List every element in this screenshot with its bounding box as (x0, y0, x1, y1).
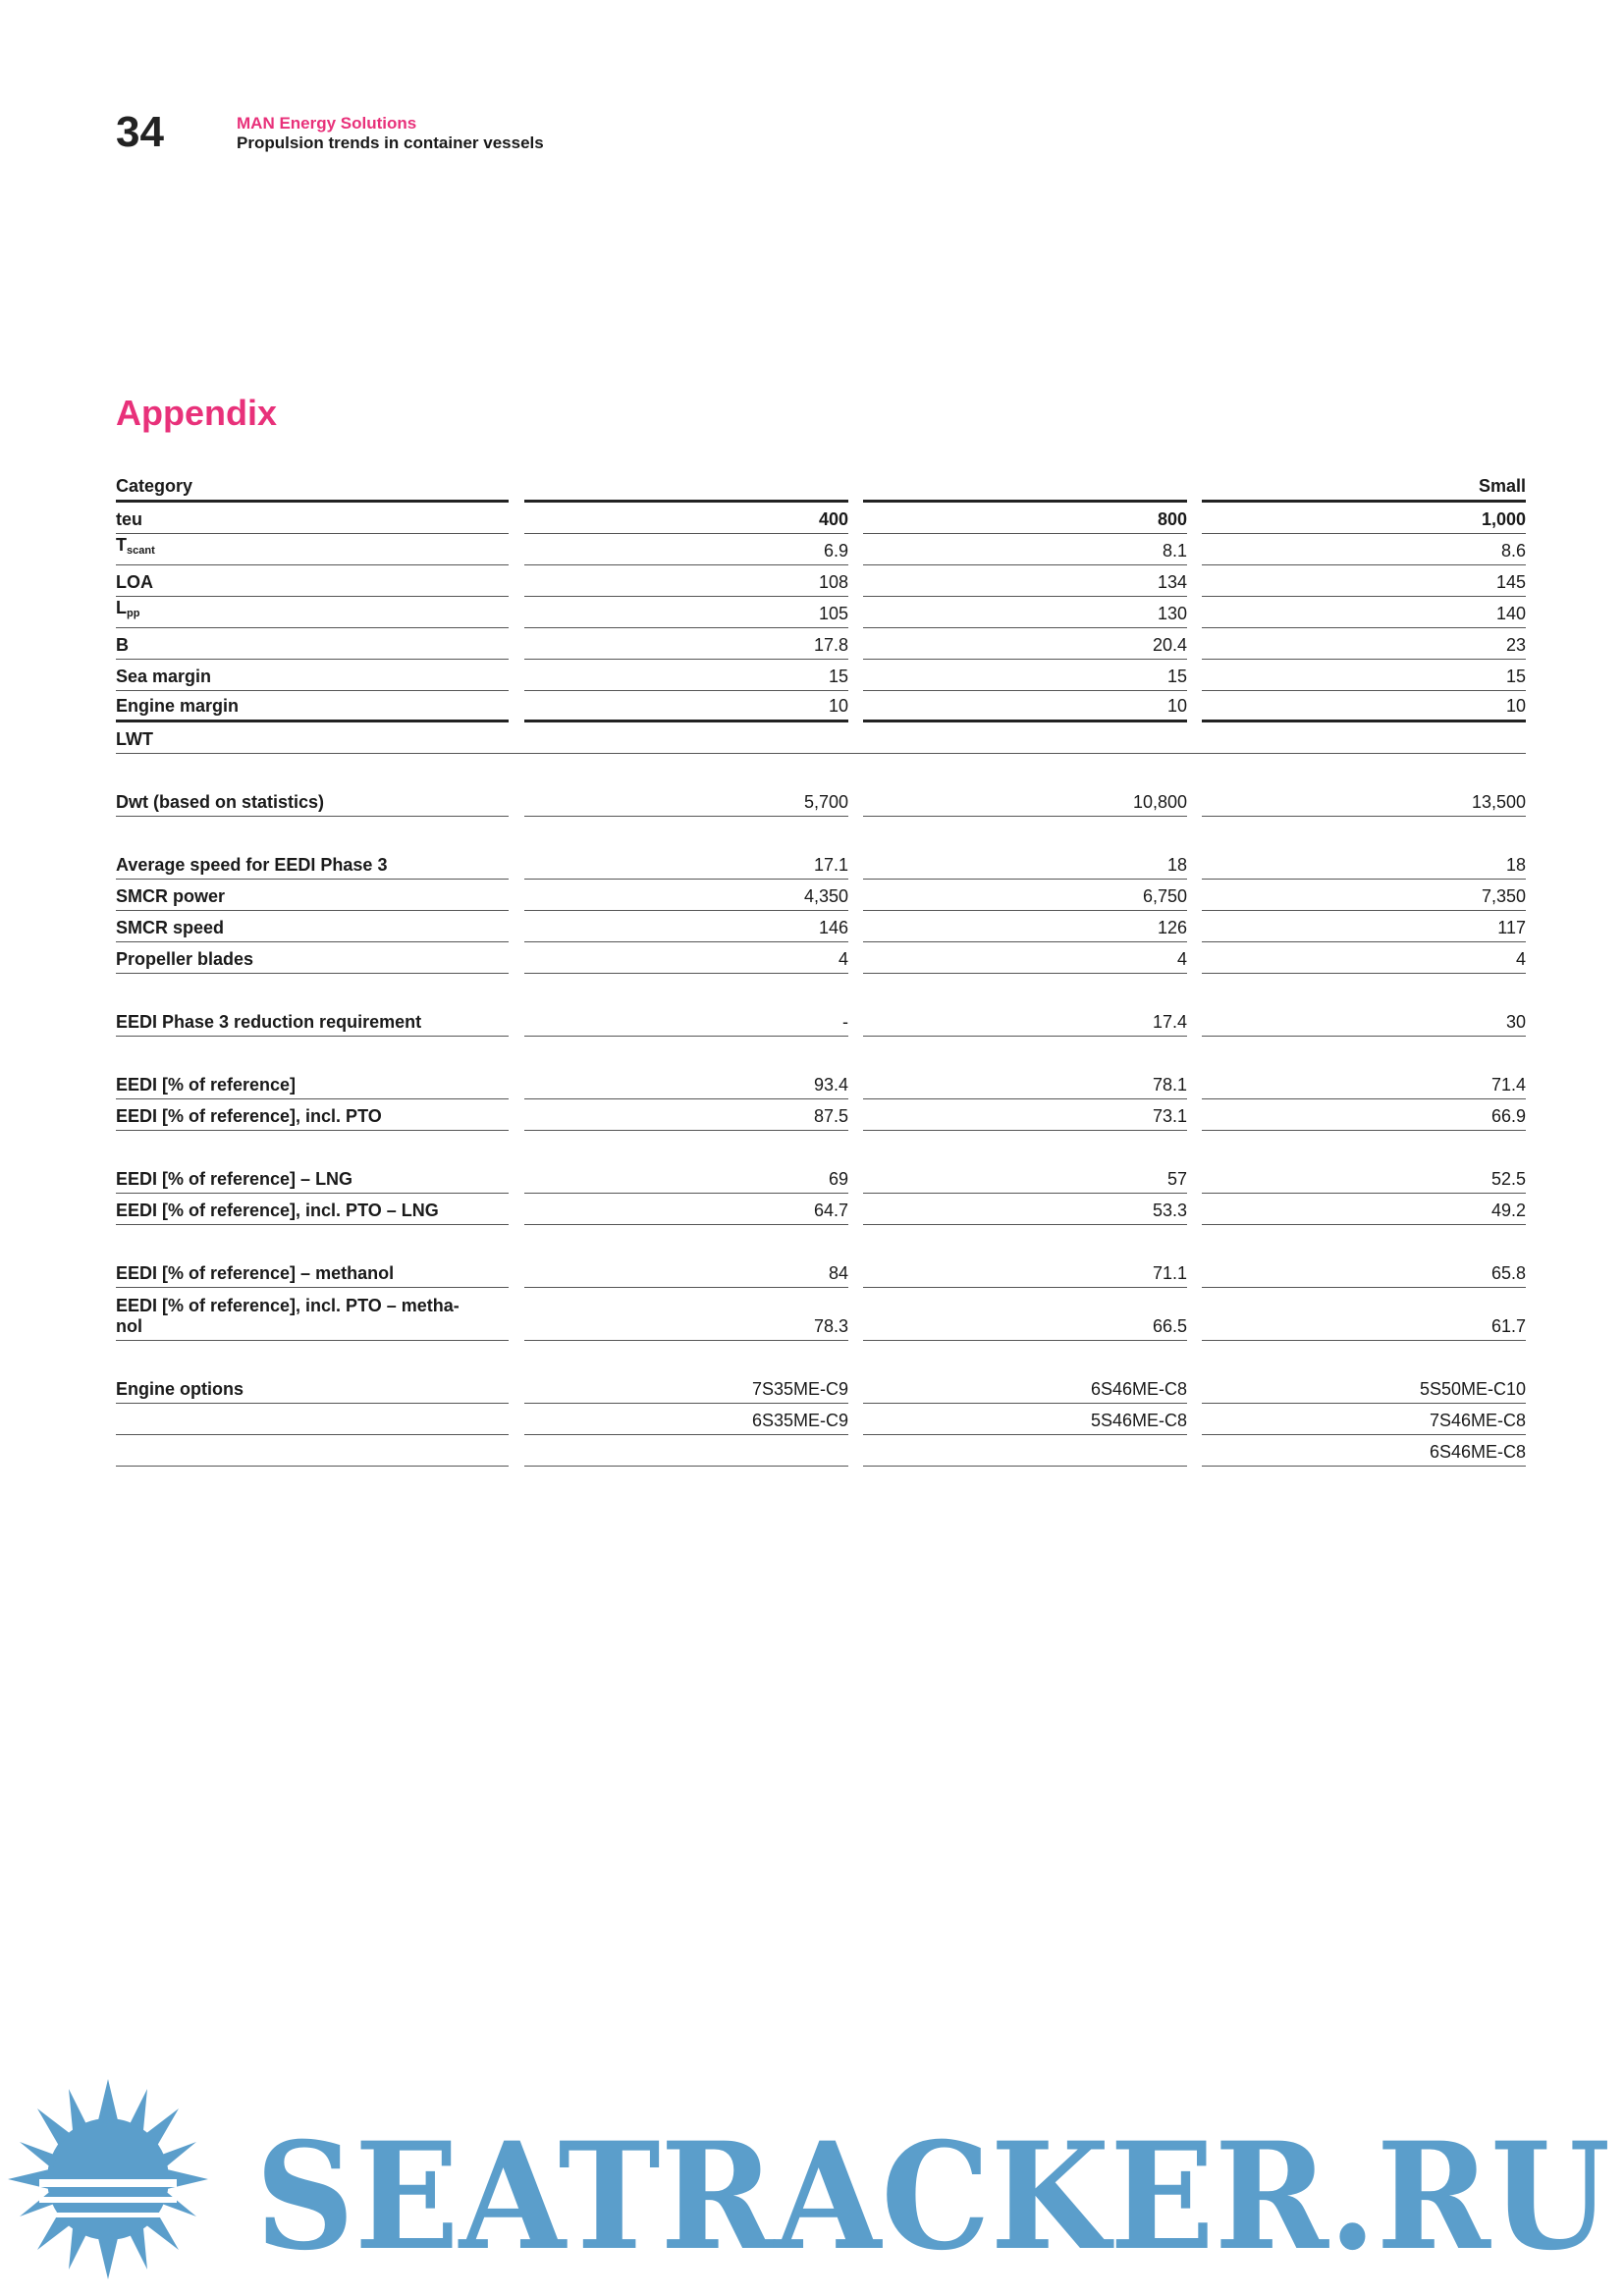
table-cell: 78.3 (524, 1316, 848, 1341)
table-row (116, 1256, 1526, 1288)
row-label (116, 1463, 509, 1467)
table-cell: 108 (524, 572, 848, 597)
table-cell: 49.2 (1202, 1201, 1526, 1225)
table-cell: 10 (524, 696, 848, 722)
table-row (116, 1288, 1526, 1341)
table-cell: 66.5 (863, 1316, 1187, 1341)
table-cell: 87.5 (524, 1106, 848, 1131)
section-title: Appendix (116, 393, 278, 433)
row-label: $L_{pp}$ (116, 598, 509, 628)
running-header (237, 114, 544, 153)
table-row (116, 880, 1526, 911)
table-cell: 30 (1202, 1012, 1526, 1037)
table-cell: 84 (524, 1263, 848, 1288)
table-cell: 8.6 (1202, 541, 1526, 565)
table-row (116, 534, 1526, 565)
spacer (116, 974, 1526, 1005)
table-cell: 10 (1202, 696, 1526, 722)
row-label: $T_{scant}$ (116, 535, 509, 565)
table-cell: 7,350 (1202, 886, 1526, 911)
category-value: Small (1202, 476, 1526, 503)
table-row-category (116, 471, 1526, 503)
table-cell: 17.1 (524, 855, 848, 880)
table-cell: 6S46ME-C8 (863, 1379, 1187, 1404)
table-cell: 4 (1202, 949, 1526, 974)
row-label: SMCR power (116, 886, 509, 911)
table-row (116, 565, 1526, 597)
table-cell: 18 (1202, 855, 1526, 880)
table-cell: 64.7 (524, 1201, 848, 1225)
table-cell (524, 1463, 848, 1467)
table-cell: 7S35ME-C9 (524, 1379, 848, 1404)
table-cell: 6S35ME-C9 (524, 1411, 848, 1435)
table-cell: 140 (1202, 604, 1526, 628)
table-cell: 17.4 (863, 1012, 1187, 1037)
table-row (116, 691, 1526, 722)
table-cell: 400 (524, 509, 848, 534)
table-cell: 71.4 (1202, 1075, 1526, 1099)
row-label: Sea margin (116, 667, 509, 691)
document-subtitle: Propulsion trends in container vessels (237, 133, 544, 152)
row-label: EEDI [% of reference], incl. PTO – LNG (116, 1201, 509, 1225)
row-label: Engine options (116, 1379, 509, 1404)
table-row (116, 1194, 1526, 1225)
table-cell: 5,700 (524, 792, 848, 817)
table-cell: 71.1 (863, 1263, 1187, 1288)
table-row-engine-options (116, 1435, 1526, 1467)
watermark-logo (0, 2061, 1624, 2296)
table-row (116, 1068, 1526, 1099)
table-row (116, 911, 1526, 942)
table-cell: 53.3 (863, 1201, 1187, 1225)
table-cell: 117 (1202, 918, 1526, 942)
table-cell: 93.4 (524, 1075, 848, 1099)
table-cell: 13,500 (1202, 792, 1526, 817)
sun-icon (8, 2079, 208, 2279)
table-row-lwt (116, 722, 1526, 754)
row-label: B (116, 635, 509, 660)
table-cell (863, 1463, 1187, 1467)
row-label: LWT (116, 729, 1526, 754)
table-cell: 4 (863, 949, 1187, 974)
table-cell: 8.1 (863, 541, 1187, 565)
table-cell: 65.8 (1202, 1263, 1526, 1288)
table-row (116, 628, 1526, 660)
table-cell (524, 497, 848, 503)
table-cell: 15 (524, 667, 848, 691)
table-row (116, 597, 1526, 628)
table-cell: 69 (524, 1169, 848, 1194)
table-row (116, 660, 1526, 691)
table-cell: 6S46ME-C8 (1202, 1442, 1526, 1467)
table-row (116, 785, 1526, 817)
row-label: Average speed for EEDI Phase 3 (116, 855, 509, 880)
page-number: 34 (116, 108, 164, 156)
row-label: Engine margin (116, 696, 509, 722)
table-cell: 1,000 (1202, 509, 1526, 534)
table-row (116, 1162, 1526, 1194)
row-label: teu (116, 509, 509, 534)
category-label: Category (116, 476, 509, 503)
table-cell: 4 (524, 949, 848, 974)
table-row-engine-options (116, 1372, 1526, 1404)
table-cell: 10 (863, 696, 1187, 722)
table-row (116, 848, 1526, 880)
row-label: Propeller blades (116, 949, 509, 974)
table-cell: 66.9 (1202, 1106, 1526, 1131)
table-row (116, 1099, 1526, 1131)
table-cell: 4,350 (524, 886, 848, 911)
spacer (116, 817, 1526, 848)
table-cell: 23 (1202, 635, 1526, 660)
brand-name: MAN Energy Solutions (237, 114, 417, 133)
table-row (116, 1005, 1526, 1037)
table-cell: 17.8 (524, 635, 848, 660)
row-label: EEDI [% of reference] – methanol (116, 1263, 509, 1288)
row-label: EEDI [% of reference] – LNG (116, 1169, 509, 1194)
table-cell: 15 (1202, 667, 1526, 691)
table-cell: 105 (524, 604, 848, 628)
spacer (116, 1341, 1526, 1372)
table-cell: 73.1 (863, 1106, 1187, 1131)
table-cell: 134 (863, 572, 1187, 597)
row-label: SMCR speed (116, 918, 509, 942)
table-row-engine-options (116, 1404, 1526, 1435)
table-cell: 800 (863, 509, 1187, 534)
table-cell: 7S46ME-C8 (1202, 1411, 1526, 1435)
row-label: EEDI [% of reference], incl. PTO – metha- nol (116, 1296, 509, 1341)
table-cell: 6.9 (524, 541, 848, 565)
table-cell: 78.1 (863, 1075, 1187, 1099)
table-cell: 20.4 (863, 635, 1187, 660)
table-cell (863, 497, 1187, 503)
spacer (116, 754, 1526, 785)
row-label (116, 1431, 509, 1435)
specification-table (116, 471, 1526, 1467)
table-cell: 10,800 (863, 792, 1187, 817)
table-row (116, 942, 1526, 974)
table-cell: 146 (524, 918, 848, 942)
row-label: EEDI [% of reference] (116, 1075, 509, 1099)
table-cell: 52.5 (1202, 1169, 1526, 1194)
table-row-teu (116, 503, 1526, 534)
watermark-text: SEATRACKER.RU (255, 2110, 1610, 2283)
spacer (116, 1131, 1526, 1162)
table-cell: 61.7 (1202, 1316, 1526, 1341)
row-label: LOA (116, 572, 509, 597)
table-cell: 126 (863, 918, 1187, 942)
table-cell: 6,750 (863, 886, 1187, 911)
table-cell: 145 (1202, 572, 1526, 597)
table-cell: - (524, 1012, 848, 1037)
row-label: EEDI [% of reference], incl. PTO (116, 1106, 509, 1131)
table-cell: 57 (863, 1169, 1187, 1194)
table-cell: 130 (863, 604, 1187, 628)
spacer (116, 1225, 1526, 1256)
table-cell: 5S46ME-C8 (863, 1411, 1187, 1435)
row-label: Dwt (based on statistics) (116, 792, 509, 817)
table-cell: 15 (863, 667, 1187, 691)
table-cell: 18 (863, 855, 1187, 880)
table-cell: 5S50ME-C10 (1202, 1379, 1526, 1404)
row-label: EEDI Phase 3 reduction requirement (116, 1012, 509, 1037)
spacer (116, 1037, 1526, 1068)
